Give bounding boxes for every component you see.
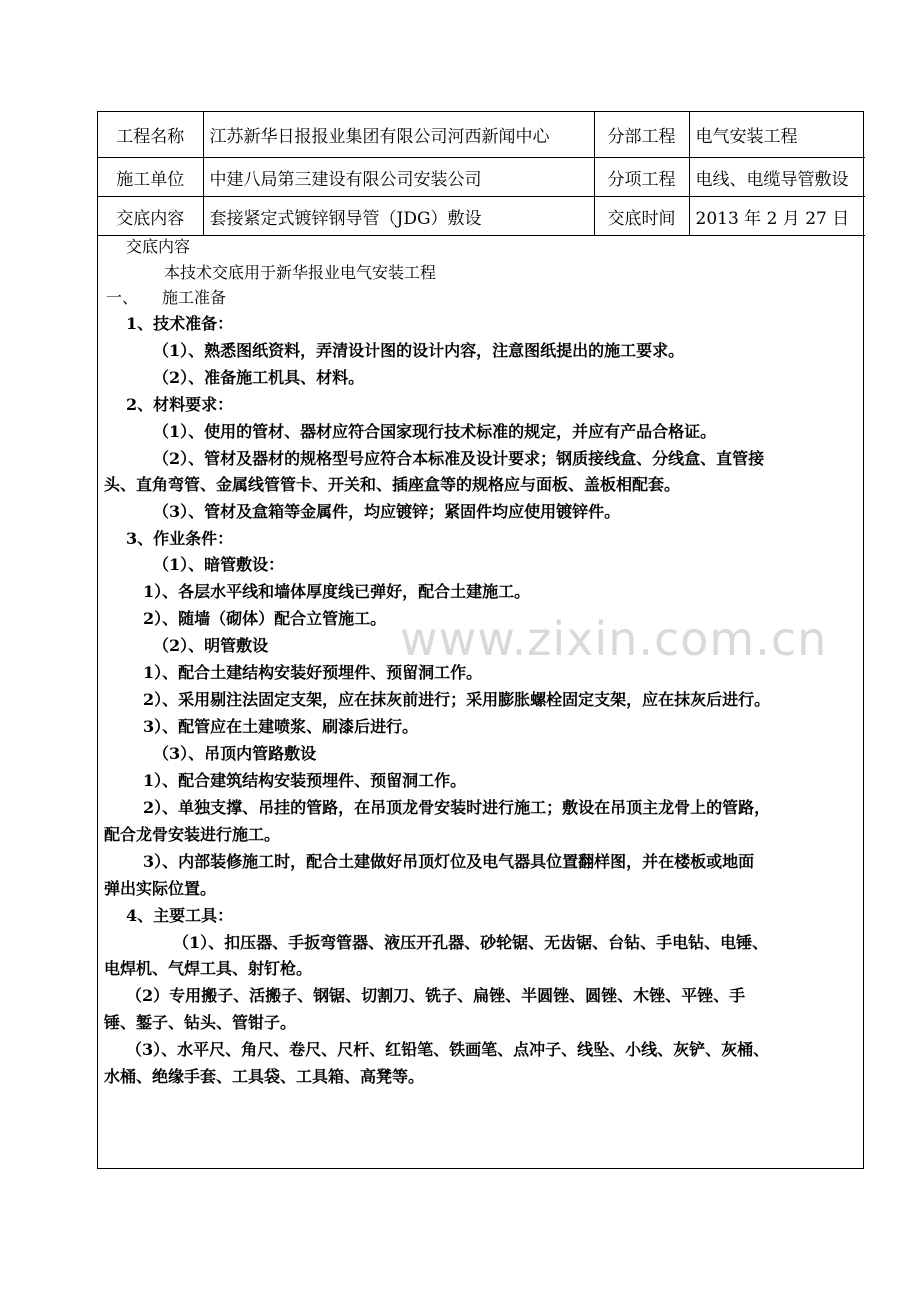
header-row-content bbox=[98, 197, 865, 236]
label-disclosure-content: 交底内容 bbox=[98, 197, 203, 236]
header-table bbox=[98, 112, 865, 236]
list-item: 锤、錾子、钻头、管钳子。 bbox=[104, 1013, 297, 1032]
list-item: （2）、管材及器材的规格型号应符合本标准及设计要求；钢质接线盒、分线盒、直管接 bbox=[153, 449, 765, 468]
list-item: （1）、暗管敷设： bbox=[153, 555, 285, 574]
list-item: （1）、熟悉图纸资料，弄清设计图的设计内容，注意图纸提出的施工要求。 bbox=[153, 341, 685, 360]
list-item: 弹出实际位置。 bbox=[104, 879, 217, 898]
label-construction-unit: 施工单位 bbox=[98, 158, 203, 197]
list-item: 2）、随墙（砌体）配合立管施工。 bbox=[143, 609, 387, 628]
value-disclosure-content: 套接紧定式镀锌钢导管（JDG）敷设 bbox=[203, 197, 594, 236]
value-disclosure-date: 2013 年 2 月 27 日 bbox=[689, 197, 865, 236]
label-sub-item: 分项工程 bbox=[594, 158, 689, 197]
list-item: 3）、配管应在土建喷浆、刷漆后进行。 bbox=[143, 717, 419, 736]
watermark: www.zixin.com.cn bbox=[400, 612, 828, 666]
list-item: 配合龙骨安装进行施工。 bbox=[104, 825, 281, 844]
list-item: 1、技术准备： bbox=[126, 314, 234, 333]
value-sub-item: 电线、电缆导管敷设 bbox=[689, 158, 865, 197]
value-construction-unit: 中建八局第三建设有限公司安装公司 bbox=[203, 158, 594, 197]
list-item: （2）、准备施工机具、材料。 bbox=[153, 368, 365, 387]
list-item: 1）、各层水平线和墙体厚度线已弹好，配合土建施工。 bbox=[143, 582, 531, 601]
body-intro: 本技术交底用于新华报业电气安装工程 bbox=[164, 263, 437, 282]
list-item: 2）、单独支撑、吊挂的管路，在吊顶龙骨安装时进行施工；敷设在吊顶主龙骨上的管路， bbox=[143, 798, 771, 817]
list-item: （2）、明管敷设 bbox=[153, 636, 269, 655]
label-division: 分部工程 bbox=[594, 112, 689, 158]
list-item: （3）、吊顶内管路敷设 bbox=[153, 744, 317, 763]
header-row-project bbox=[98, 112, 865, 158]
list-item: 3、作业条件： bbox=[126, 529, 234, 548]
list-item: 1）、配合土建结构安装好预埋件、预留洞工作。 bbox=[143, 663, 483, 682]
list-item: 1）、配合建筑结构安装预埋件、预留洞工作。 bbox=[143, 771, 467, 790]
list-item: （3）、管材及盒箱等金属件，均应镀锌；紧固件均应使用镀锌件。 bbox=[153, 502, 621, 521]
list-item: 头、直角弯管、金属线管管卡、开关和、插座盒等的规格应与面板、盖板相配套。 bbox=[104, 475, 681, 494]
value-division: 电气安装工程 bbox=[689, 112, 865, 158]
list-item: 2）、采用剔注法固定支架，应在抹灰前进行；采用膨胀螺栓固定支架，应在抹灰后进行。 bbox=[143, 690, 771, 709]
value-project-name: 江苏新华日报报业集团有限公司河西新闻中心 bbox=[203, 112, 594, 158]
section-title: 一、 施工准备 bbox=[106, 288, 227, 307]
label-disclosure-date: 交底时间 bbox=[594, 197, 689, 236]
list-item: （1）、使用的管材、器材应符合国家现行技术标准的规定，并应有产品合格证。 bbox=[153, 422, 717, 441]
list-item: 电焊机、气焊工具、射钉枪。 bbox=[104, 959, 313, 978]
label-project-name: 工程名称 bbox=[98, 112, 203, 158]
list-item: 3）、内部装修施工时，配合土建做好吊顶灯位及电气器具位置翻样图，并在楼板或地面 bbox=[143, 852, 755, 871]
header-row-unit bbox=[98, 158, 865, 197]
body-heading: 交底内容 bbox=[126, 237, 191, 256]
list-item: 2、材料要求： bbox=[126, 395, 234, 414]
list-item: （1）、扣压器、手扳弯管器、液压开孔器、砂轮锯、无齿锯、台钻、手电钻、电锤、 bbox=[173, 933, 769, 952]
list-item: （2）专用搬子、活搬子、钢锯、切割刀、铣子、扁锉、半圆锉、圆锉、木锉、平锉、手 bbox=[126, 986, 746, 1005]
list-item: 水桶、绝缘手套、工具袋、工具箱、高凳等。 bbox=[104, 1067, 425, 1086]
list-item: 4、主要工具： bbox=[126, 906, 234, 925]
list-item: （3）、水平尺、角尺、卷尺、尺杆、红铅笔、铁画笔、点冲子、线坠、小线、灰铲、灰桶、 bbox=[126, 1040, 770, 1059]
